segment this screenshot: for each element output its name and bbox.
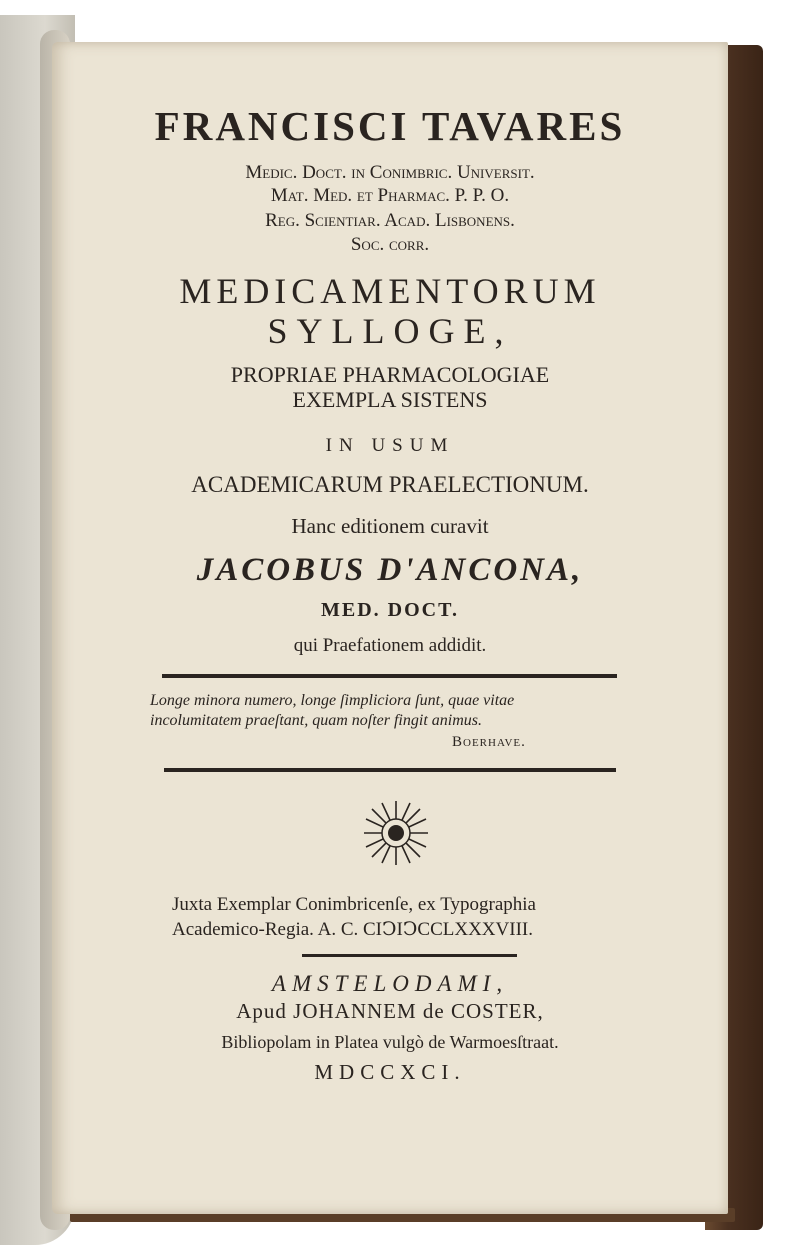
edition-note: Hanc editionem curavit [291,514,489,538]
imprint-city: AMSTELODAMI, [271,971,509,996]
author-credential: Mat. Med. et Pharmac. P. P. O. [270,185,510,206]
imprint-note-line: Academico-Regia. A. C. CIↃIↃCCLXXXVIII. [172,919,533,940]
double-rule-bottom [164,768,616,772]
epigraph-attribution: Boerhave. [452,734,526,750]
imprint-year: MDCCXCI. [314,1060,466,1084]
author-credential: Reg. Scientiar. Acad. Lisbonens. [265,210,515,231]
academicarum-line: ACADEMICARUM PRAELECTIONUM. [191,472,589,497]
epigraph-line: incolumitatem praeſtant, quam noſter fingit animus. [150,712,482,729]
editor-degree: MED. DOCT. [321,599,459,621]
author-credential: Soc. corr. [350,234,430,255]
imprint-note-line: Juxta Exemplar Conimbricenſe, ex Typographia [172,894,536,915]
main-title-line: SYLLOGE, [267,311,513,351]
preface-note: qui Praefationem addidit. [293,635,487,656]
title-page [52,42,728,1214]
double-rule-top [162,674,617,678]
title-page-text [52,42,728,1214]
editor-name: JACOBUS D'ANCONA, [196,552,584,588]
subtitle-line: EXEMPLA SISTENS [292,387,488,412]
author-credential: Medic. Doct. in Conimbric. Universit. [245,162,535,183]
epigraph-line: Longe minora numero, longe ſimpliciora ſunt, quae vitae [150,692,515,709]
printers-ornament-icon [360,797,432,874]
in-usum-line: IN USUM [325,435,455,456]
imprint-rule [302,954,517,957]
imprint-address: Bibliopolam in Platea vulgò de Warmoesſtraat. [221,1032,559,1052]
imprint-publisher: Apud JOHANNEM de COSTER, [236,999,544,1023]
subtitle-line: PROPRIAE PHARMACOLOGIAE [230,362,550,387]
main-title-line: MEDICAMENTORUM [179,271,601,311]
author-name: FRANCISCI TAVARES [154,103,626,149]
